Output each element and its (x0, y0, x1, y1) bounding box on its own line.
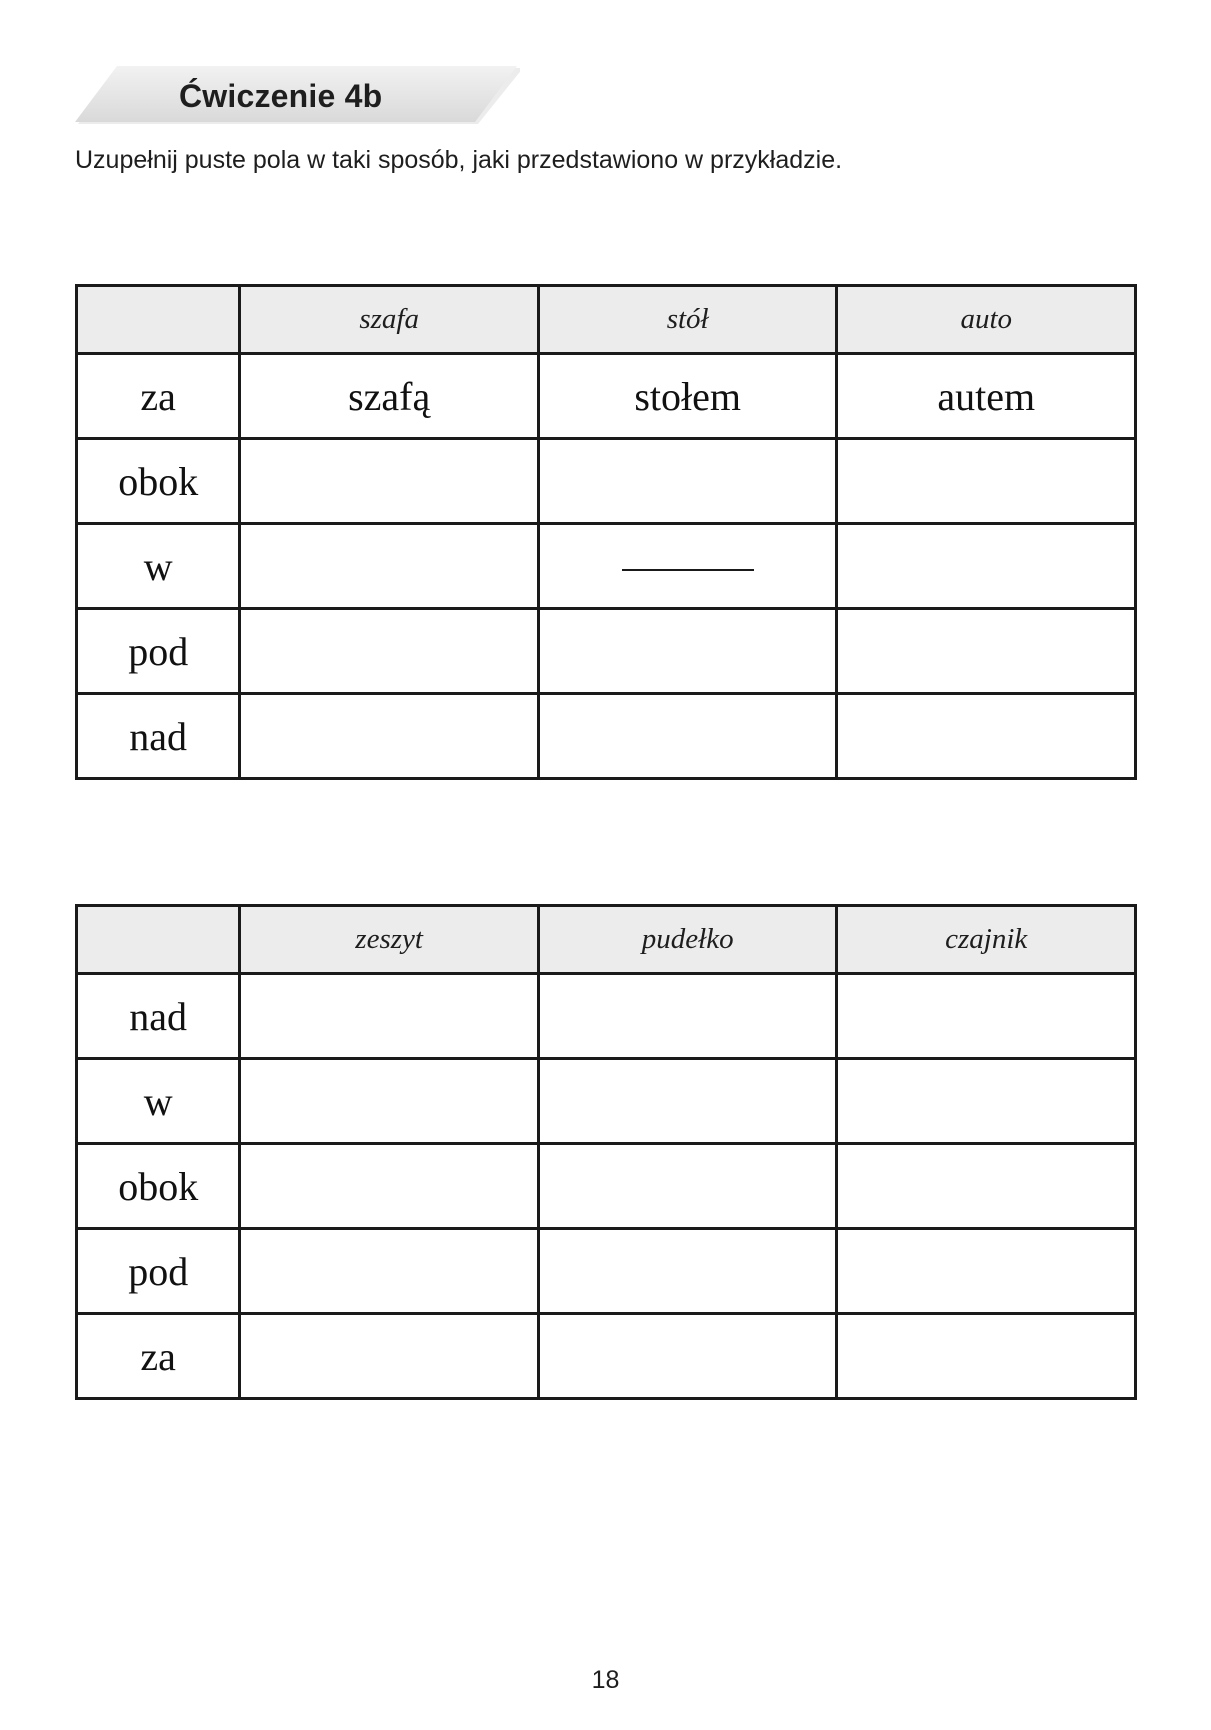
answer-cell[interactable] (240, 694, 539, 779)
header-cell-noun: czajnik (837, 906, 1136, 974)
answer-cell[interactable] (538, 439, 837, 524)
answer-cell[interactable] (837, 974, 1136, 1059)
exercise-table-1 (75, 284, 1137, 780)
header-cell-noun: zeszyt (240, 906, 539, 974)
table-row (77, 609, 1136, 694)
answer-cell[interactable] (538, 1144, 837, 1229)
table-row (77, 524, 1136, 609)
answer-cell[interactable] (837, 694, 1136, 779)
answer-cell[interactable] (538, 1229, 837, 1314)
not-applicable-cell (538, 524, 837, 609)
exercise-title-tab (75, 64, 520, 124)
preposition-label: za (77, 354, 240, 439)
answer-cell[interactable] (538, 609, 837, 694)
answer-cell[interactable] (837, 609, 1136, 694)
answer-cell[interactable] (837, 1314, 1136, 1399)
answer-cell[interactable] (538, 1314, 837, 1399)
answer-cell[interactable] (837, 1144, 1136, 1229)
example-answer-cell: stołem (538, 354, 837, 439)
header-cell-empty (77, 906, 240, 974)
preposition-label: nad (77, 694, 240, 779)
answer-cell[interactable] (538, 974, 837, 1059)
preposition-label: nad (77, 974, 240, 1059)
table-header-row (77, 286, 1136, 354)
preposition-label: w (77, 1059, 240, 1144)
answer-cell[interactable] (240, 1059, 539, 1144)
table-row (77, 974, 1136, 1059)
header-cell-noun: auto (837, 286, 1136, 354)
preposition-label: obok (77, 1144, 240, 1229)
table-row (77, 1144, 1136, 1229)
preposition-label: w (77, 524, 240, 609)
table-header-row (77, 906, 1136, 974)
table-row (77, 1229, 1136, 1314)
preposition-label: pod (77, 609, 240, 694)
answer-cell[interactable] (837, 524, 1136, 609)
answer-cell[interactable] (538, 1059, 837, 1144)
table-row (77, 694, 1136, 779)
answer-cell[interactable] (240, 1229, 539, 1314)
exercise-table-2 (75, 904, 1137, 1400)
answer-cell[interactable] (240, 1144, 539, 1229)
header-cell-noun: szafa (240, 286, 539, 354)
answer-cell[interactable] (240, 974, 539, 1059)
page-number: 18 (591, 1666, 620, 1694)
example-answer-cell: szafą (240, 354, 539, 439)
answer-cell[interactable] (538, 694, 837, 779)
preposition-label: pod (77, 1229, 240, 1314)
dash-line (622, 569, 754, 571)
example-answer-cell: autem (837, 354, 1136, 439)
preposition-label: za (77, 1314, 240, 1399)
answer-cell[interactable] (837, 439, 1136, 524)
answer-cell[interactable] (240, 609, 539, 694)
header-cell-noun: stół (538, 286, 837, 354)
answer-cell[interactable] (837, 1059, 1136, 1144)
preposition-label: obok (77, 439, 240, 524)
answer-cell[interactable] (837, 1229, 1136, 1314)
header-cell-noun: pudełko (538, 906, 837, 974)
table-row (77, 439, 1136, 524)
table-row (77, 1314, 1136, 1399)
answer-cell[interactable] (240, 1314, 539, 1399)
table-row (77, 1059, 1136, 1144)
exercise-title: Ćwiczenie 4b (179, 78, 383, 114)
instruction-text: Uzupełnij puste pola w taki sposób, jaki przedstawiono w przykładzie. (75, 146, 843, 174)
header-cell-empty (77, 286, 240, 354)
table-row (77, 354, 1136, 439)
answer-cell[interactable] (240, 439, 539, 524)
answer-cell[interactable] (240, 524, 539, 609)
